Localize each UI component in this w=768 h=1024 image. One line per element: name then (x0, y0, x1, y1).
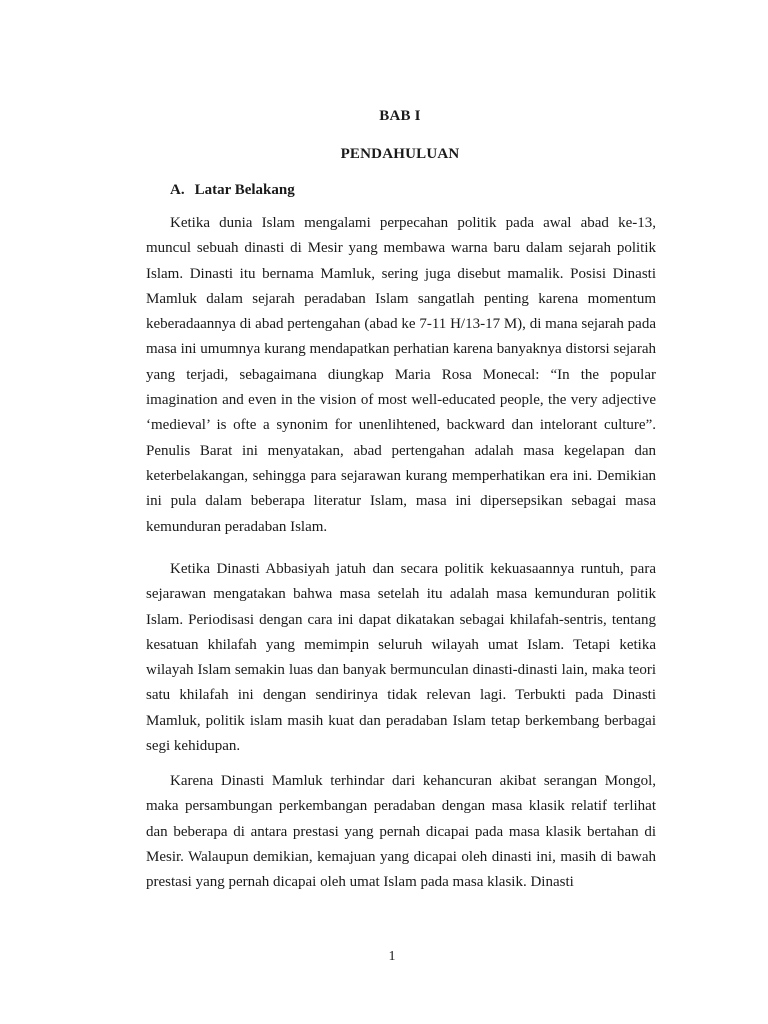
paragraph: Karena Dinasti Mamluk terhindar dari kehancuran akibat serangan Mongol, maka persambungan perkembangan peradaban dengan masa klasik relatif terlihat dan beberapa di antara prestasi yang pernah dicapai pada masa klasik bertahan di Mesir. Walaupun demikian, kemajuan yang dicapai oleh dinasti ini, masih di bawah prestasi yang pernah dicapai oleh umat Islam pada masa klasik. Dinasti (146, 773, 656, 891)
page-number: 1 (388, 949, 396, 964)
chapter-number: BAB I (379, 108, 421, 124)
section-heading (170, 182, 295, 199)
section-label: A. (170, 182, 185, 198)
chapter-title: PENDAHULUAN (340, 146, 460, 162)
section-title: Latar Belakang (194, 182, 295, 198)
paragraph: Ketika Dinasti Abbasiyah jatuh dan secara politik kekuasaannya runtuh, para sejarawan mengatakan bahwa masa setelah itu adalah masa kemunduran politik Islam. Periodisasi dengan cara ini dapat dikatakan sebagai khilafah-sentris, tentang kesatuan khilafah yang memimpin seluruh wilayah umat Islam. Tetapi ketika wilayah Islam semakin luas dan banyak bermunculan dinasti-dinasti lain, maka teori satu khilafah ini dengan sendirinya tidak relevan lagi. Terbukti pada Dinasti Mamluk, politik islam masih kuat dan peradaban Islam tetap berkembang berbagai segi kehidupan. (146, 561, 656, 755)
paragraph: Ketika dunia Islam mengalami perpecahan politik pada awal abad ke-13, muncul sebuah dinasti di Mesir yang membawa warna baru dalam sejarah politik Islam. Dinasti itu bernama Mamluk, sering juga disebut mamalik. Posisi Dinasti Mamluk dalam sejarah peradaban Islam sangatlah penting karena momentum keberadaannya di abad pertengahan (abad ke 7-11 H/13-17 M), di mana sejarah pada masa ini umumnya kurang mendapatkan perhatian karena banyaknya distorsi sejarah yang terjadi, sebagaimana diungkap Maria Rosa Monecal: “In the popular imagination and even in the vision of most well-educated people, the very adjective ‘medieval’ is ofte a synonim for unenlihtened, backward dan intelorant culture”. Penulis Barat ini menyatakan, abad pertengahan adalah masa kegelapan dan keterbelakangan, sehingga para sejarawan kurang memperhatikan era ini. Demikian ini pula dalam beberapa literatur Islam, masa ini dipersepsikan sebagai masa kemunduran peradaban Islam. (146, 215, 656, 535)
